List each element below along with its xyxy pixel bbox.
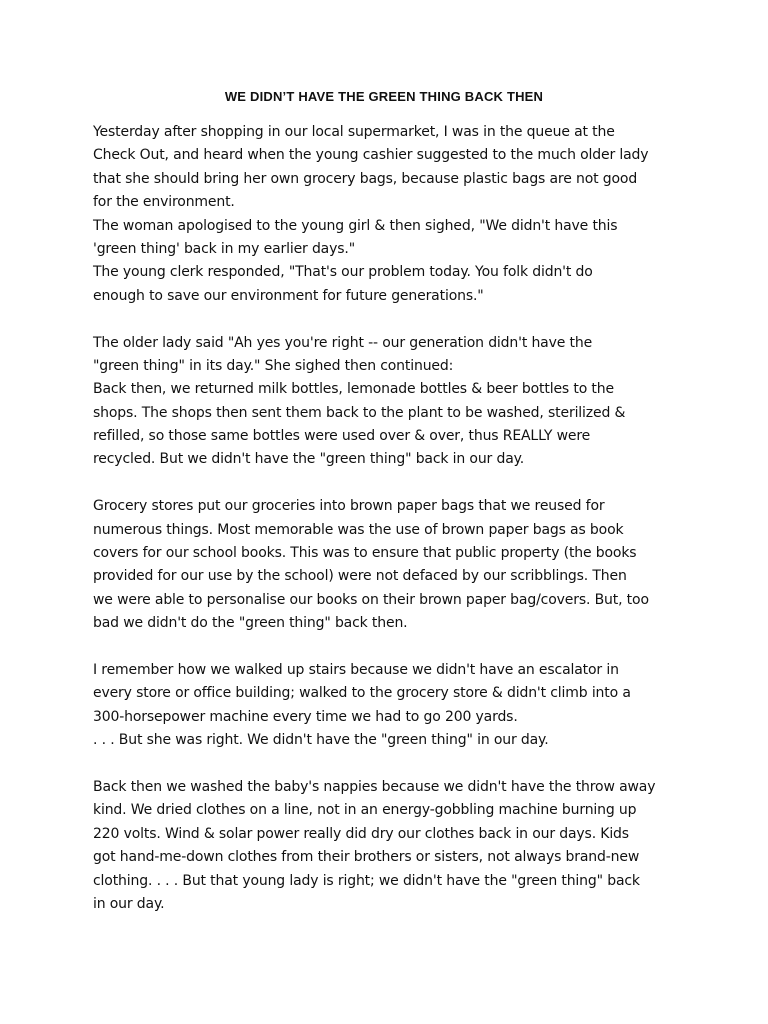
text-line: enough to save our environment for future generations."	[93, 287, 484, 304]
body-text	[93, 121, 683, 916]
text-line: that she should bring her own grocery bags, because plastic bags are not good	[93, 170, 638, 187]
paragraph-break	[93, 636, 683, 659]
text-line: we were able to personalise our books on their brown paper bag/covers. But, too	[93, 591, 649, 608]
paragraph-break	[93, 472, 683, 495]
text-line: every store or office building; walked to the grocery store & didn't climb into a	[93, 685, 631, 702]
text-line: 220 volts. Wind & solar power really did dry our clothes back in our days. Kids	[93, 825, 629, 842]
text-line: Back then we washed the baby's nappies because we didn't have the throw away	[93, 778, 656, 795]
text-line: Check Out, and heard when the young cashier suggested to the much older lady	[93, 147, 649, 164]
text-line: Grocery stores put our groceries into brown paper bags that we reused for	[93, 498, 605, 515]
text-line: The young clerk responded, "That's our problem today. You folk didn't do	[93, 264, 593, 281]
text-line: The older lady said "Ah yes you're right -- our generation didn't have the	[93, 334, 593, 351]
text-line: Yesterday after shopping in our local supermarket, I was in the queue at the	[93, 124, 615, 140]
paragraph-break	[93, 308, 683, 331]
text-line: for the environment.	[93, 194, 235, 211]
text-line: The woman apologised to the young girl & then sighed, "We didn't have this	[93, 217, 618, 234]
text-line: refilled, so those same bottles were used over & over, thus REALLY were	[93, 428, 591, 445]
text-line: Back then, we returned milk bottles, lemonade bottles & beer bottles to the	[93, 381, 614, 398]
text-line: "green thing" in its day." She sighed then continued:	[93, 357, 454, 374]
text-line: in our day.	[93, 895, 165, 912]
paragraph-break	[93, 753, 683, 776]
text-line: 'green thing' back in my earlier days."	[93, 240, 355, 257]
text-line: covers for our school books. This was to ensure that public property (the books	[93, 545, 637, 562]
text-line: got hand-me-down clothes from their brothers or sisters, not always brand-new	[93, 849, 640, 866]
text-line: . . . But she was right. We didn't have the "green thing" in our day.	[93, 732, 549, 749]
text-line: provided for our use by the school) were not defaced by our scribblings. Then	[93, 568, 627, 585]
text-line: kind. We dried clothes on a line, not in an energy-gobbling machine burning up	[93, 802, 637, 819]
text-line: numerous things. Most memorable was the use of brown paper bags as book	[93, 521, 624, 538]
text-line: I remember how we walked up stairs because we didn't have an escalator in	[93, 661, 619, 678]
text-line: shops. The shops then sent them back to the plant to be washed, sterilized &	[93, 404, 626, 421]
page-title: WE DIDN’T HAVE THE GREEN THING BACK THEN	[224, 89, 544, 104]
text-line: 300-horsepower machine every time we had to go 200 yards.	[93, 708, 518, 725]
text-line: bad we didn't do the "green thing" back then.	[93, 615, 408, 632]
text-line: recycled. But we didn't have the "green thing" back in our day.	[93, 451, 525, 468]
text-line: clothing. . . . But that young lady is right; we didn't have the "green thing" back	[93, 872, 640, 889]
